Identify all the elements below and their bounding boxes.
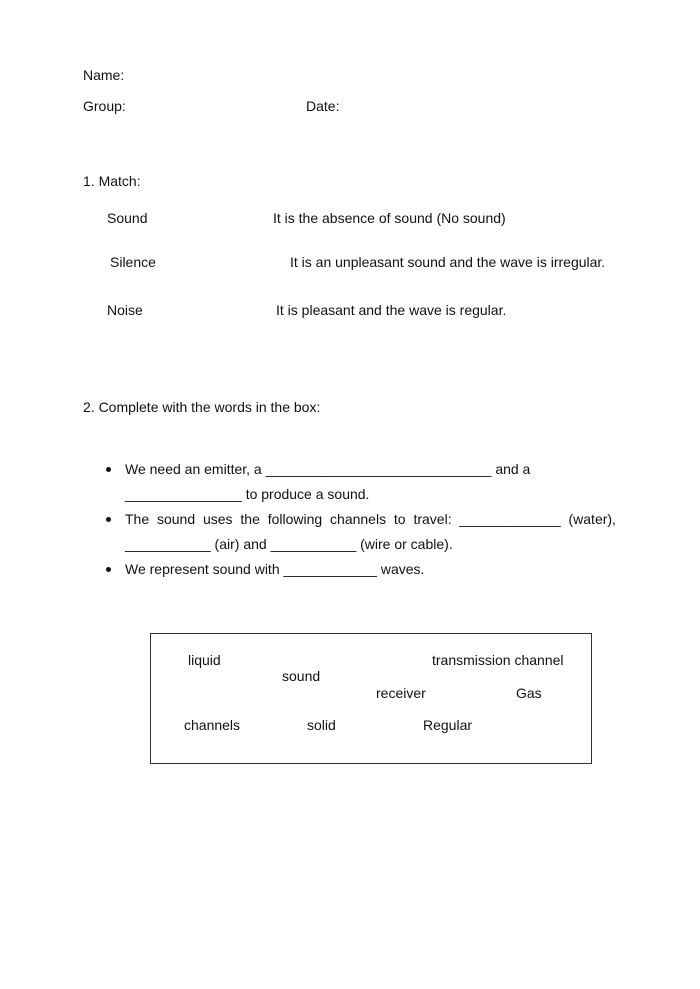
item-2-air-text: (air) and [214, 536, 267, 552]
item-3-line [125, 561, 424, 578]
bullet [106, 467, 111, 472]
definition-1: It is the absence of sound (No sound) [273, 210, 506, 226]
item-2-word: to [393, 511, 406, 527]
blank-receiver[interactable]: _____________________________ [265, 461, 492, 477]
item-2-word: channels [330, 511, 387, 527]
blank-regular[interactable]: ____________ [283, 561, 377, 577]
word-receiver: receiver [376, 685, 426, 701]
blank-air[interactable]: ___________ [125, 536, 211, 552]
word-sound: sound [282, 668, 321, 684]
word-channels: channels [184, 717, 241, 733]
name-label: Name: [83, 67, 125, 83]
definition-3: It is pleasant and the wave is regular. [276, 302, 507, 318]
item-3-text-b: waves. [380, 561, 425, 577]
definition-2: It is an unpleasant sound and the wave is irregular. [290, 254, 606, 270]
exercise-2-title: 2. Complete with the words in the box: [83, 399, 321, 415]
item-3-text-a: We represent sound with [125, 561, 280, 577]
item-2-word: The [125, 511, 150, 527]
item-2-word: following [267, 511, 323, 527]
item-1-line-1 [125, 461, 530, 478]
word-gas: Gas [516, 685, 542, 701]
bullet [106, 567, 111, 572]
item-2-line-1 [125, 511, 616, 528]
item-1-text-b: and a [495, 461, 531, 477]
blank-water[interactable]: _____________ [459, 511, 561, 527]
date-label: Date: [306, 98, 340, 114]
item-2-word: the [240, 511, 260, 527]
word-box [150, 633, 592, 764]
word-regular: Regular [423, 717, 473, 733]
item-2-word: uses [202, 511, 233, 527]
term-sound: Sound [107, 210, 148, 226]
term-noise: Noise [107, 302, 143, 318]
group-label: Group: [83, 98, 126, 114]
item-2-word: travel: [413, 511, 452, 527]
term-silence: Silence [110, 254, 156, 270]
item-2-word: (water), [568, 511, 616, 527]
word-transmission-channel: transmission channel [432, 652, 564, 668]
exercise-1-title: 1. Match: [83, 173, 141, 189]
blank-wire[interactable]: ___________ [270, 536, 357, 552]
item-1-text-c: to produce a sound. [245, 486, 370, 502]
blank-transmission[interactable]: _______________ [125, 486, 242, 502]
bullet [106, 517, 111, 522]
item-2-wire-text: (wire or cable). [360, 536, 453, 552]
item-1-line-2 [125, 486, 369, 503]
word-solid: solid [307, 717, 336, 733]
item-1-text-a: We need an emitter, a [125, 461, 262, 477]
item-2-line-2 [125, 536, 453, 553]
item-2-word: sound [156, 511, 196, 527]
word-liquid: liquid [188, 652, 221, 668]
